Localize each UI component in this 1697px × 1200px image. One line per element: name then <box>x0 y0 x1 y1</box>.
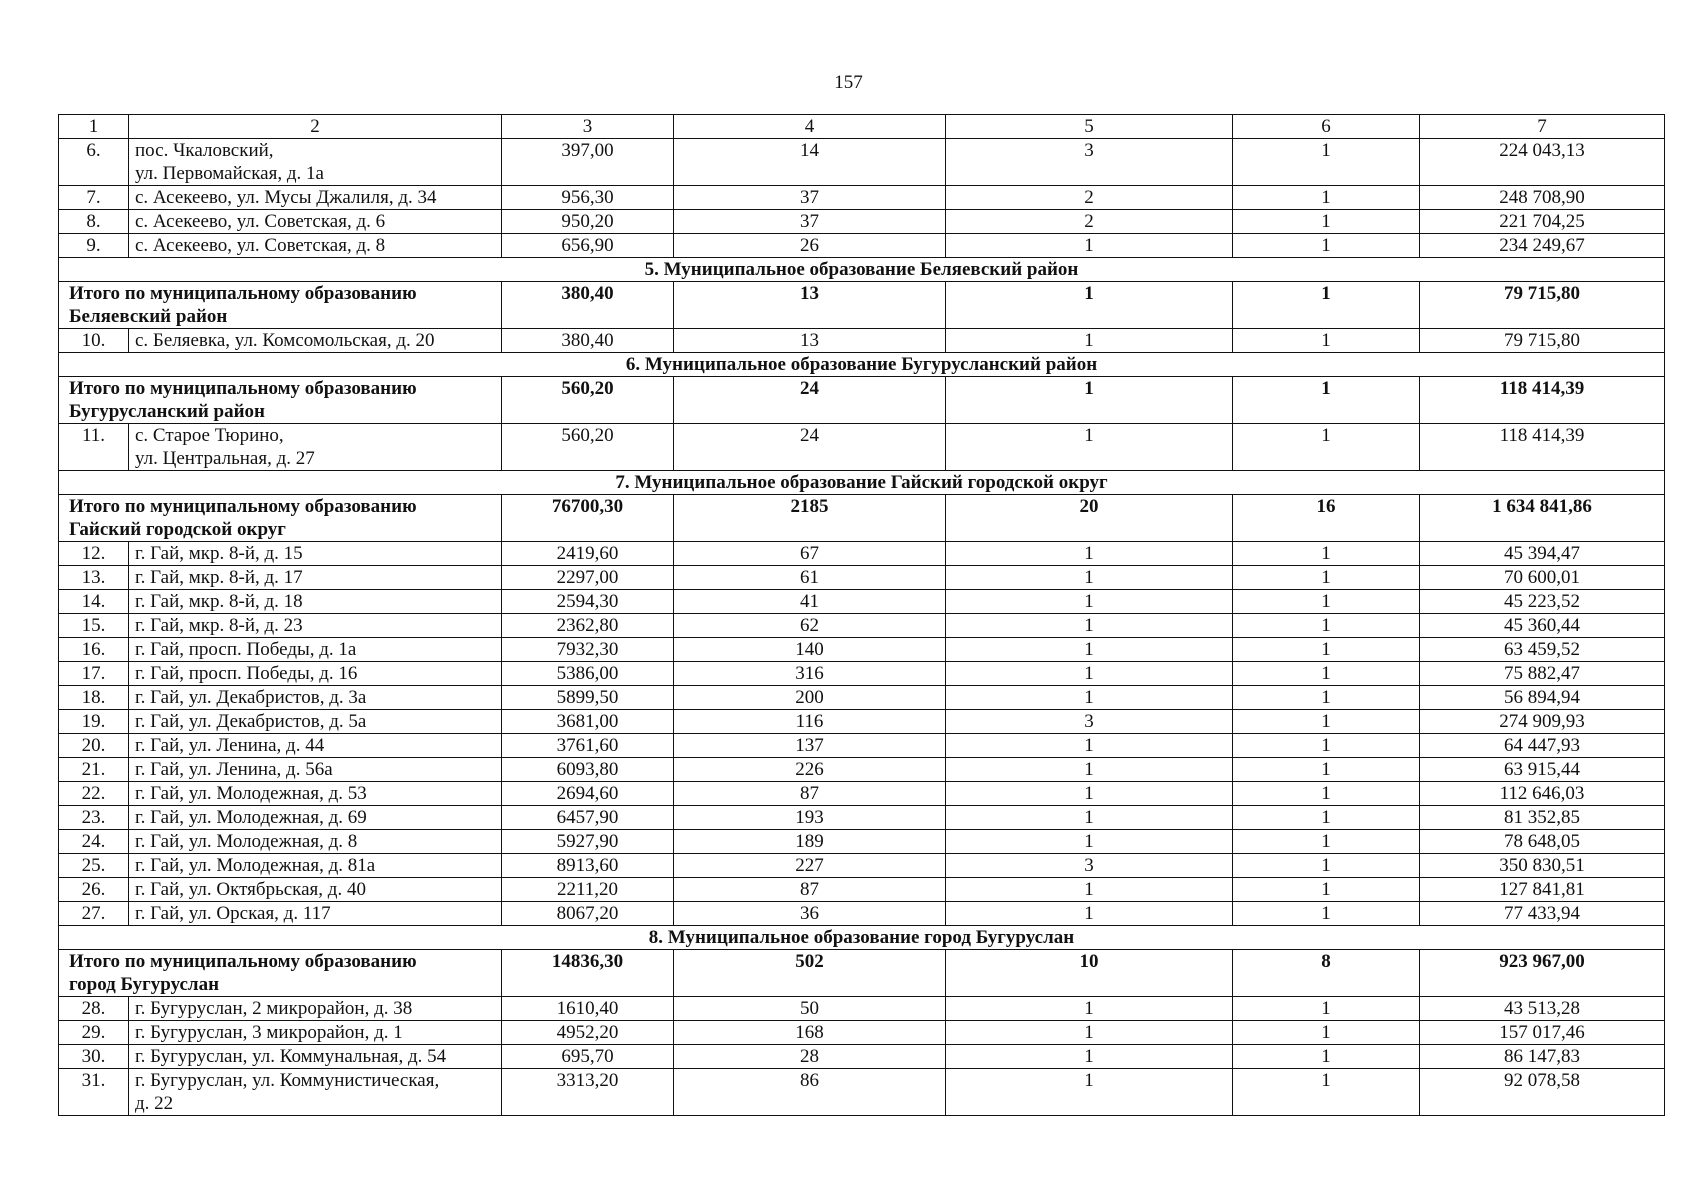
row-number: 20. <box>59 734 129 758</box>
table-row <box>59 758 1665 782</box>
address-cell: г. Бугуруслан, 3 микрорайон, д. 1 <box>129 1021 502 1045</box>
row-number: 13. <box>59 566 129 590</box>
row-number: 19. <box>59 710 129 734</box>
table-row <box>59 638 1665 662</box>
cost-cell: 157 017,46 <box>1420 1021 1665 1045</box>
total-residents: 24 <box>674 377 946 424</box>
table-row <box>59 1069 1665 1116</box>
cost-cell: 79 715,80 <box>1420 329 1665 353</box>
section-header-row <box>59 926 1665 950</box>
row-number: 23. <box>59 806 129 830</box>
row-number: 18. <box>59 686 129 710</box>
total-label: Итого по муниципальному образованию Гайский городской округ <box>59 495 502 542</box>
cost-cell: 56 894,94 <box>1420 686 1665 710</box>
table-row <box>59 210 1665 234</box>
total-cost: 923 967,00 <box>1420 950 1665 997</box>
area-cell: 6093,80 <box>502 758 674 782</box>
cost-cell: 75 882,47 <box>1420 662 1665 686</box>
total-label: Итого по муниципальному образованию Бугурусланский район <box>59 377 502 424</box>
table-row <box>59 997 1665 1021</box>
total-area: 76700,30 <box>502 495 674 542</box>
cost-cell: 274 909,93 <box>1420 710 1665 734</box>
residents-cell: 13 <box>674 329 946 353</box>
count-5-cell: 1 <box>946 662 1233 686</box>
residents-cell: 37 <box>674 210 946 234</box>
count-5-cell: 1 <box>946 902 1233 926</box>
table-row <box>59 614 1665 638</box>
column-number: 7 <box>1420 115 1665 139</box>
count-6-cell: 1 <box>1233 902 1420 926</box>
area-cell: 6457,90 <box>502 806 674 830</box>
count-6-cell: 1 <box>1233 710 1420 734</box>
table-row <box>59 806 1665 830</box>
count-6-cell: 1 <box>1233 758 1420 782</box>
total-row <box>59 495 1665 542</box>
cost-cell: 63 915,44 <box>1420 758 1665 782</box>
address-cell: г. Бугуруслан, 2 микрорайон, д. 38 <box>129 997 502 1021</box>
cost-cell: 118 414,39 <box>1420 424 1665 471</box>
residents-cell: 189 <box>674 830 946 854</box>
total-label: Итого по муниципальному образованию город Бугуруслан <box>59 950 502 997</box>
row-number: 22. <box>59 782 129 806</box>
area-cell: 2211,20 <box>502 878 674 902</box>
area-cell: 2594,30 <box>502 590 674 614</box>
count-5-cell: 1 <box>946 878 1233 902</box>
section-header-row <box>59 471 1665 495</box>
area-cell: 3313,20 <box>502 1069 674 1116</box>
area-cell: 5386,00 <box>502 662 674 686</box>
total-residents: 13 <box>674 282 946 329</box>
residents-cell: 226 <box>674 758 946 782</box>
total-row <box>59 377 1665 424</box>
count-6-cell: 1 <box>1233 1021 1420 1045</box>
count-6-cell: 1 <box>1233 329 1420 353</box>
total-count-5: 10 <box>946 950 1233 997</box>
total-count-5: 1 <box>946 377 1233 424</box>
column-number: 4 <box>674 115 946 139</box>
table-row <box>59 686 1665 710</box>
count-6-cell: 1 <box>1233 186 1420 210</box>
residents-cell: 168 <box>674 1021 946 1045</box>
count-6-cell: 1 <box>1233 782 1420 806</box>
row-number: 9. <box>59 234 129 258</box>
count-6-cell: 1 <box>1233 234 1420 258</box>
cost-cell: 234 249,67 <box>1420 234 1665 258</box>
table-row <box>59 139 1665 186</box>
residents-cell: 36 <box>674 902 946 926</box>
address-cell: г. Бугуруслан, ул. Коммунистическая, д. 22 <box>129 1069 502 1116</box>
total-cost: 118 414,39 <box>1420 377 1665 424</box>
section-title: 7. Муниципальное образование Гайский городской округ <box>59 471 1665 495</box>
area-cell: 2694,60 <box>502 782 674 806</box>
table-row <box>59 1021 1665 1045</box>
table-row <box>59 542 1665 566</box>
cost-cell: 45 360,44 <box>1420 614 1665 638</box>
table-row <box>59 329 1665 353</box>
address-cell: г. Гай, ул. Декабристов, д. 3а <box>129 686 502 710</box>
area-cell: 1610,40 <box>502 997 674 1021</box>
cost-cell: 45 394,47 <box>1420 542 1665 566</box>
count-5-cell: 1 <box>946 782 1233 806</box>
table-row <box>59 186 1665 210</box>
area-cell: 656,90 <box>502 234 674 258</box>
count-5-cell: 3 <box>946 139 1233 186</box>
table-row <box>59 878 1665 902</box>
cost-cell: 224 043,13 <box>1420 139 1665 186</box>
row-number: 25. <box>59 854 129 878</box>
table-row <box>59 902 1665 926</box>
address-cell: г. Гай, мкр. 8-й, д. 15 <box>129 542 502 566</box>
area-cell: 950,20 <box>502 210 674 234</box>
area-cell: 8067,20 <box>502 902 674 926</box>
count-5-cell: 1 <box>946 758 1233 782</box>
count-6-cell: 1 <box>1233 878 1420 902</box>
count-5-cell: 1 <box>946 1045 1233 1069</box>
table-row <box>59 662 1665 686</box>
section-title: 5. Муниципальное образование Беляевский район <box>59 258 1665 282</box>
address-cell: г. Гай, мкр. 8-й, д. 17 <box>129 566 502 590</box>
table-row <box>59 782 1665 806</box>
row-number: 26. <box>59 878 129 902</box>
count-5-cell: 1 <box>946 329 1233 353</box>
row-number: 14. <box>59 590 129 614</box>
address-cell: г. Гай, ул. Декабристов, д. 5а <box>129 710 502 734</box>
address-cell: с. Асекеево, ул. Советская, д. 8 <box>129 234 502 258</box>
cost-cell: 86 147,83 <box>1420 1045 1665 1069</box>
residents-cell: 87 <box>674 878 946 902</box>
area-cell: 5899,50 <box>502 686 674 710</box>
address-cell: с. Асекеево, ул. Советская, д. 6 <box>129 210 502 234</box>
row-number: 21. <box>59 758 129 782</box>
address-cell: пос. Чкаловский, ул. Первомайская, д. 1а <box>129 139 502 186</box>
cost-cell: 81 352,85 <box>1420 806 1665 830</box>
row-number: 15. <box>59 614 129 638</box>
row-number: 31. <box>59 1069 129 1116</box>
table-row <box>59 1045 1665 1069</box>
count-6-cell: 1 <box>1233 638 1420 662</box>
cost-cell: 221 704,25 <box>1420 210 1665 234</box>
count-6-cell: 1 <box>1233 662 1420 686</box>
total-area: 560,20 <box>502 377 674 424</box>
residents-cell: 67 <box>674 542 946 566</box>
address-cell: г. Гай, ул. Ленина, д. 56а <box>129 758 502 782</box>
address-cell: г. Гай, ул. Молодежная, д. 69 <box>129 806 502 830</box>
total-count-6: 16 <box>1233 495 1420 542</box>
count-5-cell: 1 <box>946 686 1233 710</box>
count-5-cell: 1 <box>946 638 1233 662</box>
residents-cell: 24 <box>674 424 946 471</box>
area-cell: 4952,20 <box>502 1021 674 1045</box>
count-5-cell: 2 <box>946 210 1233 234</box>
count-5-cell: 1 <box>946 997 1233 1021</box>
total-cost: 1 634 841,86 <box>1420 495 1665 542</box>
column-number: 1 <box>59 115 129 139</box>
row-number: 24. <box>59 830 129 854</box>
address-cell: г. Гай, ул. Октябрьская, д. 40 <box>129 878 502 902</box>
table-row <box>59 566 1665 590</box>
total-count-5: 1 <box>946 282 1233 329</box>
count-6-cell: 1 <box>1233 1045 1420 1069</box>
address-cell: г. Гай, ул. Ленина, д. 44 <box>129 734 502 758</box>
count-6-cell: 1 <box>1233 686 1420 710</box>
area-cell: 3761,60 <box>502 734 674 758</box>
page-number: 157 <box>834 72 863 93</box>
area-cell: 5927,90 <box>502 830 674 854</box>
address-cell: г. Гай, ул. Молодежная, д. 53 <box>129 782 502 806</box>
table-row <box>59 234 1665 258</box>
count-6-cell: 1 <box>1233 566 1420 590</box>
count-6-cell: 1 <box>1233 614 1420 638</box>
residents-cell: 37 <box>674 186 946 210</box>
row-number: 10. <box>59 329 129 353</box>
total-row <box>59 282 1665 329</box>
residents-cell: 137 <box>674 734 946 758</box>
address-cell: г. Гай, ул. Орская, д. 117 <box>129 902 502 926</box>
residents-cell: 87 <box>674 782 946 806</box>
cost-cell: 127 841,81 <box>1420 878 1665 902</box>
total-count-6: 1 <box>1233 282 1420 329</box>
count-5-cell: 1 <box>946 734 1233 758</box>
cost-cell: 92 078,58 <box>1420 1069 1665 1116</box>
area-cell: 8913,60 <box>502 854 674 878</box>
table-body <box>59 115 1665 1116</box>
section-title: 6. Муниципальное образование Бугурусланский район <box>59 353 1665 377</box>
address-cell: г. Гай, ул. Молодежная, д. 81а <box>129 854 502 878</box>
address-cell: г. Гай, просп. Победы, д. 1а <box>129 638 502 662</box>
count-5-cell: 1 <box>946 1021 1233 1045</box>
row-number: 28. <box>59 997 129 1021</box>
count-5-cell: 1 <box>946 806 1233 830</box>
count-6-cell: 1 <box>1233 997 1420 1021</box>
section-header-row <box>59 353 1665 377</box>
area-cell: 397,00 <box>502 139 674 186</box>
total-area: 14836,30 <box>502 950 674 997</box>
housing-table <box>58 114 1665 1116</box>
row-number: 8. <box>59 210 129 234</box>
count-6-cell: 1 <box>1233 734 1420 758</box>
cost-cell: 78 648,05 <box>1420 830 1665 854</box>
total-label: Итого по муниципальному образованию Беляевский район <box>59 282 502 329</box>
table-row <box>59 830 1665 854</box>
area-cell: 7932,30 <box>502 638 674 662</box>
row-number: 12. <box>59 542 129 566</box>
row-number: 29. <box>59 1021 129 1045</box>
cost-cell: 43 513,28 <box>1420 997 1665 1021</box>
residents-cell: 26 <box>674 234 946 258</box>
count-5-cell: 1 <box>946 830 1233 854</box>
count-5-cell: 1 <box>946 424 1233 471</box>
residents-cell: 140 <box>674 638 946 662</box>
cost-cell: 63 459,52 <box>1420 638 1665 662</box>
row-number: 6. <box>59 139 129 186</box>
column-number: 6 <box>1233 115 1420 139</box>
area-cell: 2362,80 <box>502 614 674 638</box>
count-6-cell: 1 <box>1233 806 1420 830</box>
row-number: 30. <box>59 1045 129 1069</box>
column-number: 5 <box>946 115 1233 139</box>
count-5-cell: 1 <box>946 1069 1233 1116</box>
count-5-cell: 1 <box>946 614 1233 638</box>
cost-cell: 70 600,01 <box>1420 566 1665 590</box>
column-number: 2 <box>129 115 502 139</box>
column-number: 3 <box>502 115 674 139</box>
address-cell: с. Беляевка, ул. Комсомольская, д. 20 <box>129 329 502 353</box>
cost-cell: 350 830,51 <box>1420 854 1665 878</box>
count-6-cell: 1 <box>1233 424 1420 471</box>
count-6-cell: 1 <box>1233 854 1420 878</box>
count-6-cell: 1 <box>1233 139 1420 186</box>
table-row <box>59 854 1665 878</box>
count-6-cell: 1 <box>1233 1069 1420 1116</box>
cost-cell: 112 646,03 <box>1420 782 1665 806</box>
address-cell: г. Гай, просп. Победы, д. 16 <box>129 662 502 686</box>
residents-cell: 50 <box>674 997 946 1021</box>
count-5-cell: 1 <box>946 234 1233 258</box>
area-cell: 956,30 <box>502 186 674 210</box>
residents-cell: 316 <box>674 662 946 686</box>
count-5-cell: 1 <box>946 542 1233 566</box>
area-cell: 3681,00 <box>502 710 674 734</box>
total-residents: 2185 <box>674 495 946 542</box>
row-number: 17. <box>59 662 129 686</box>
cost-cell: 64 447,93 <box>1420 734 1665 758</box>
area-cell: 2419,60 <box>502 542 674 566</box>
count-5-cell: 2 <box>946 186 1233 210</box>
column-number-row <box>59 115 1665 139</box>
section-header-row <box>59 258 1665 282</box>
table-row <box>59 424 1665 471</box>
row-number: 16. <box>59 638 129 662</box>
section-title: 8. Муниципальное образование город Бугуруслан <box>59 926 1665 950</box>
count-6-cell: 1 <box>1233 830 1420 854</box>
residents-cell: 86 <box>674 1069 946 1116</box>
area-cell: 695,70 <box>502 1045 674 1069</box>
residents-cell: 14 <box>674 139 946 186</box>
residents-cell: 193 <box>674 806 946 830</box>
address-cell: г. Бугуруслан, ул. Коммунальная, д. 54 <box>129 1045 502 1069</box>
address-cell: г. Гай, ул. Молодежная, д. 8 <box>129 830 502 854</box>
total-row <box>59 950 1665 997</box>
cost-cell: 248 708,90 <box>1420 186 1665 210</box>
row-number: 7. <box>59 186 129 210</box>
residents-cell: 227 <box>674 854 946 878</box>
cost-cell: 77 433,94 <box>1420 902 1665 926</box>
total-count-6: 1 <box>1233 377 1420 424</box>
residents-cell: 62 <box>674 614 946 638</box>
total-cost: 79 715,80 <box>1420 282 1665 329</box>
cost-cell: 45 223,52 <box>1420 590 1665 614</box>
count-6-cell: 1 <box>1233 542 1420 566</box>
count-6-cell: 1 <box>1233 210 1420 234</box>
table-row <box>59 734 1665 758</box>
count-6-cell: 1 <box>1233 590 1420 614</box>
count-5-cell: 1 <box>946 566 1233 590</box>
total-residents: 502 <box>674 950 946 997</box>
residents-cell: 41 <box>674 590 946 614</box>
area-cell: 560,20 <box>502 424 674 471</box>
address-cell: с. Асекеево, ул. Мусы Джалиля, д. 34 <box>129 186 502 210</box>
address-cell: с. Старое Тюрино, ул. Центральная, д. 27 <box>129 424 502 471</box>
address-cell: г. Гай, мкр. 8-й, д. 18 <box>129 590 502 614</box>
table-row <box>59 590 1665 614</box>
total-count-5: 20 <box>946 495 1233 542</box>
residents-cell: 116 <box>674 710 946 734</box>
row-number: 27. <box>59 902 129 926</box>
count-5-cell: 3 <box>946 854 1233 878</box>
table-row <box>59 710 1665 734</box>
total-area: 380,40 <box>502 282 674 329</box>
count-5-cell: 1 <box>946 590 1233 614</box>
count-5-cell: 3 <box>946 710 1233 734</box>
address-cell: г. Гай, мкр. 8-й, д. 23 <box>129 614 502 638</box>
row-number: 11. <box>59 424 129 471</box>
residents-cell: 200 <box>674 686 946 710</box>
residents-cell: 61 <box>674 566 946 590</box>
area-cell: 2297,00 <box>502 566 674 590</box>
total-count-6: 8 <box>1233 950 1420 997</box>
residents-cell: 28 <box>674 1045 946 1069</box>
area-cell: 380,40 <box>502 329 674 353</box>
